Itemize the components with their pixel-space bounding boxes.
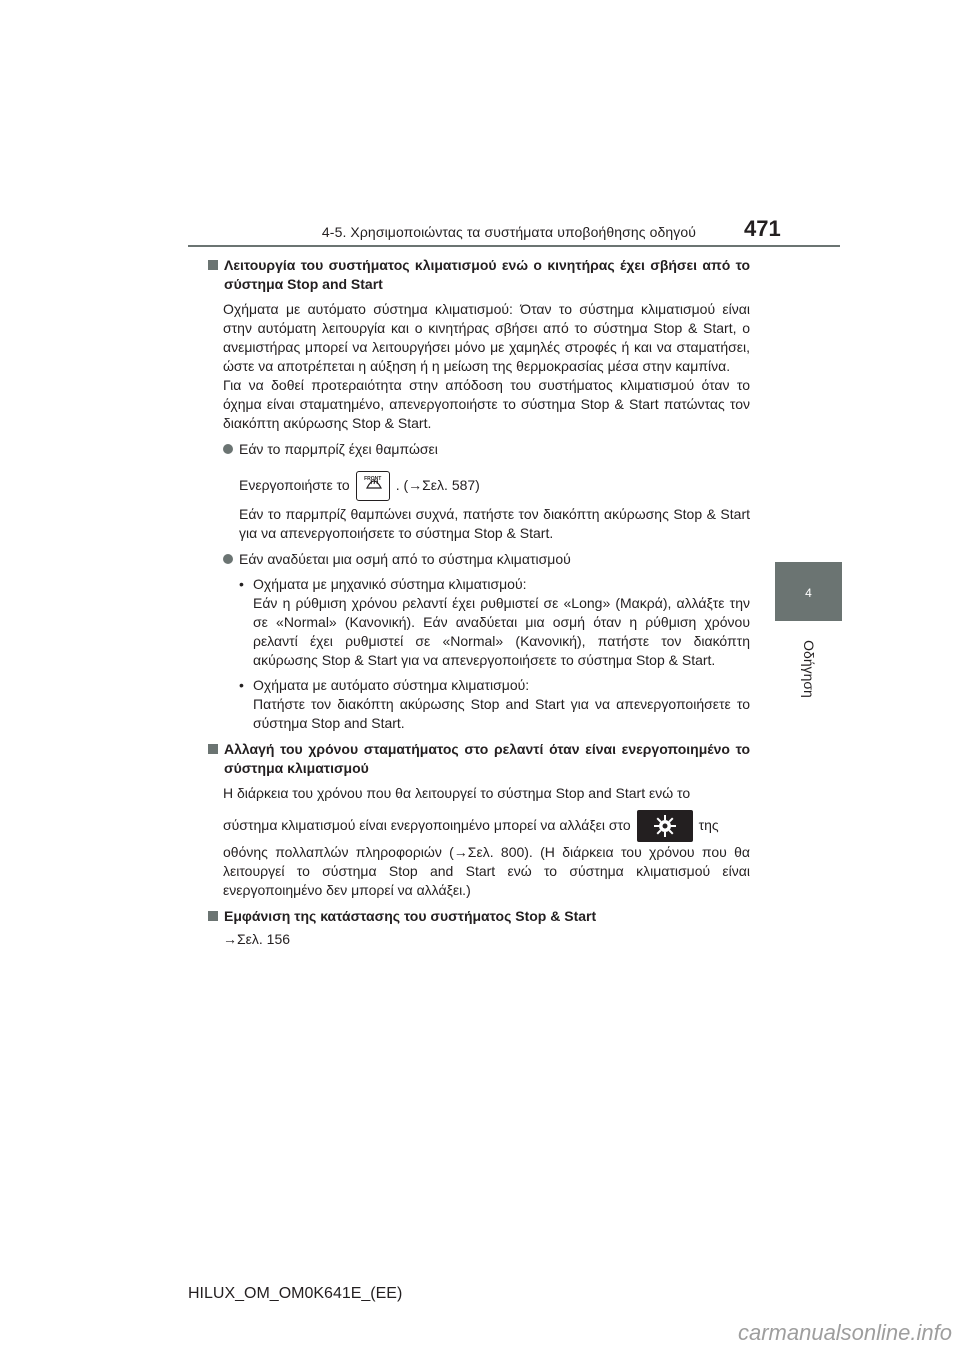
- site-watermark: carmanualsonline.info: [737, 1320, 952, 1345]
- chapter-title: 4-5. Χρησιμοποιώντας τα συστήματα υποβοήθησης οδηγού: [321, 224, 696, 240]
- section-heading-idle-time: Αλλαγή του χρόνου σταματήματος στο ρελαντί όταν είναι ενεργοποιημένο το σύστημα κλιματισμού: [208, 740, 750, 778]
- front-defogger-icon: FRONT: [356, 471, 390, 501]
- chapter-tab: [775, 562, 842, 621]
- chapter-tab-label: Οδήγηση: [800, 640, 817, 698]
- square-bullet-icon: [208, 744, 218, 754]
- page-content: [208, 256, 750, 949]
- paragraph-idle-rest: οθόνης πολλαπλών πληροφοριών (→Σελ. 800). (Η διάρκεια του χρόνου που θα λειτουργεί το σύστημα Stop and Start ενώ το σύστημα κλιματισμού είναι ενεργοποιημένο δεν μπορεί να αλλάξει.): [223, 844, 750, 898]
- page-header: [0, 0, 960, 248]
- square-bullet-icon: [208, 260, 218, 270]
- section-heading-ac-stop-start: Λειτουργία του συστήματος κλιματισμού ενώ ο κινητήρας έχει σβήσει από το σύστημα Stop and Start: [208, 256, 750, 294]
- settings-gear-icon: [637, 810, 693, 842]
- paragraph-auto-ac: Οχήματα με αυτόματο σύστημα κλιματισμού: Όταν το σύστημα κλιματισμού είναι στην αυτόματη λειτουργία και ο κινητήρας σβήσει από το σύστημα Stop & Start, ο ανεμιστήρας μπορεί να λειτουργήσει μόνο με χαμηλές στροφές ή και να σταματήσει, ώστε να αποτρέπεται η αύξηση ή η μείωση της θερμοκρασίας μέσα στην καμπίνα.: [223, 301, 750, 374]
- section-heading-status-display: Εμφάνιση της κατάστασης του συστήματος Stop & Start: [208, 907, 750, 926]
- header-divider: [188, 245, 840, 247]
- paragraph-idle-line2: σύστημα κλιματισμού είναι ενεργοποιημένο μπορεί να αλλάξει στο της: [208, 807, 750, 843]
- bullet-windshield-fog: Εάν το παρμπρίζ έχει θαμπώσει: [208, 440, 750, 459]
- page-number: 471: [744, 216, 781, 241]
- round-bullet-icon: [223, 444, 233, 454]
- manual-code: HILUX_OM_OM0K641E_(EE): [188, 1285, 403, 1302]
- square-bullet-icon: [208, 911, 218, 921]
- bullet-ac-odor: Εάν αναδύεται μια οσμή από το σύστημα κλιματισμού: [208, 550, 750, 569]
- chapter-tab-label-box: [775, 622, 842, 716]
- paragraph-priority: Για να δοθεί προτεραιότητα στην απόδοση του συστήματος κλιματισμού όταν το όχημα είναι σταματημένο, απενεργοποιήστε το σύστημα Stop & Start πατώντας τον διακόπτη ακύρωσης Stop & Start.: [223, 377, 750, 431]
- page-reference-link[interactable]: →Σελ. 156: [223, 931, 291, 947]
- defogger-line: Ενεργοποιήστε το FRONT . (→Σελ. 587): [208, 467, 750, 503]
- round-bullet-icon: [223, 554, 233, 564]
- sub-item-auto-ac: • Οχήματα με αυτόματο σύστημα κλιματισμού: Πατήστε τον διακόπτη ακύρωσης Stop and Start για να απενεργοποιήσετε το σύστημα Stop and Start.: [239, 677, 750, 731]
- paragraph-windshield: Εάν το παρμπρίζ θαμπώνει συχνά, πατήστε τον διακόπτη ακύρωσης Stop & Start για να απενεργοποιήσετε το σύστημα Stop & Start.: [239, 506, 750, 541]
- paragraph-idle-line1: Η διάρκεια του χρόνου που θα λειτουργεί το σύστημα Stop and Start ενώ το: [223, 785, 691, 801]
- chapter-tab-number: 4: [805, 586, 812, 600]
- sub-item-manual-ac: • Οχήματα με μηχανικό σύστημα κλιματισμού: Εάν η ρύθμιση χρόνου ρελαντί έχει ρυθμιστεί σε «Long» (Μακρά), αλλάξτε την σε «Normal» (Κανονική). Εάν αναδύεται μια οσμή όταν η ρύθμιση χρόνου ρελαντί έχει ρυθμιστεί σε «Normal» (Κανονική), πατήστε τον διακόπτη ακύρωσης Stop & Start για να απενεργοποιήσετε το σύστημα Stop & Start.: [239, 576, 750, 668]
